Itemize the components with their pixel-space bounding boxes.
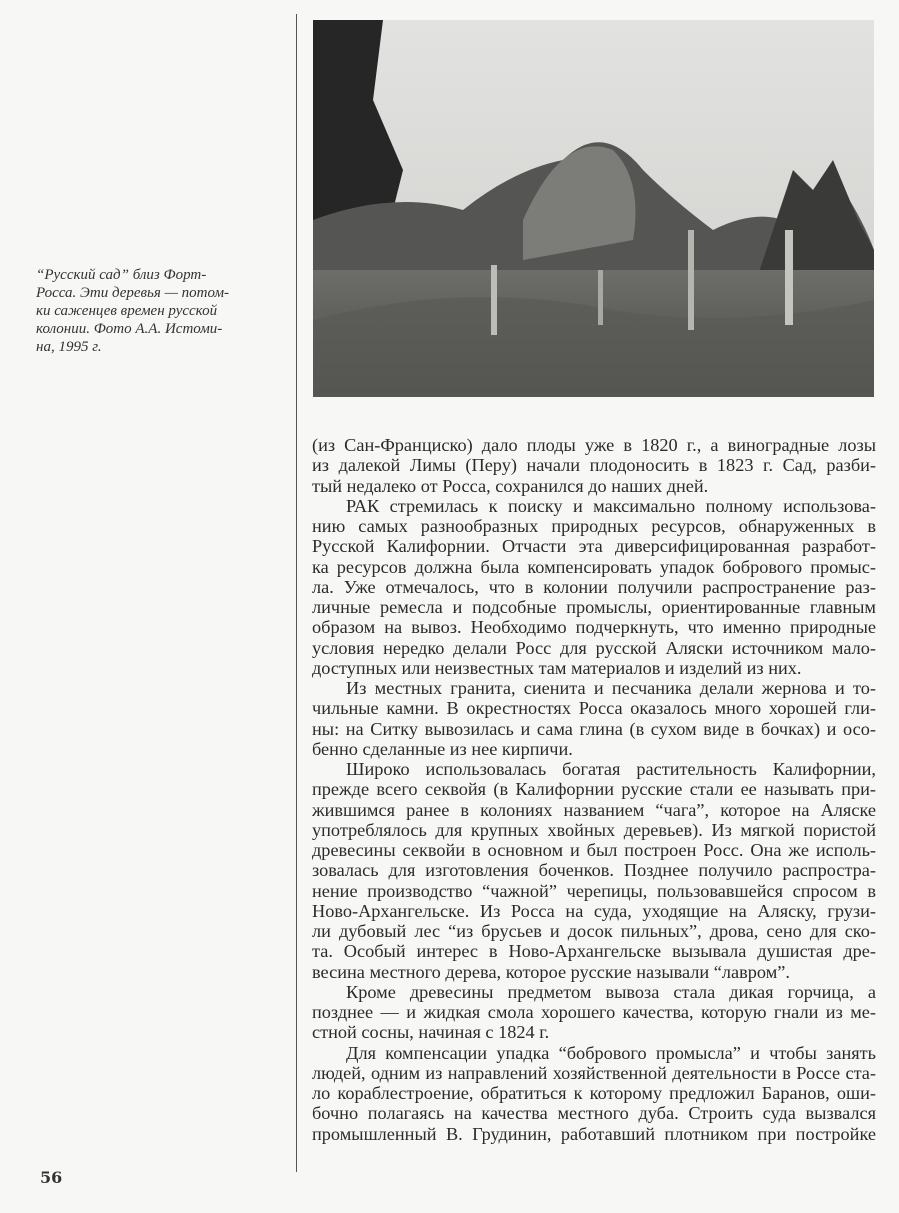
text-line: ло кораблестроение, обратиться к которому предложил Баранов, оши- [312, 1083, 876, 1103]
text-line: жившимся ранее в колониях названием “чага”, которое на Аляске [312, 799, 876, 820]
paragraph [312, 678, 876, 759]
text-line: Кроме древесины предметом вывоза стала дикая горчица, а [346, 981, 876, 1002]
photo-caption [36, 266, 281, 356]
text-line: стной сосны, начиная с 1824 г. [312, 1022, 550, 1043]
text-line: весина местного дерева, которое русские называли “лавром”. [312, 961, 790, 982]
body-text [312, 435, 876, 1144]
text-line: позднее — и жидкая смола хорошего качества, которую гнали из ме- [312, 1002, 876, 1022]
text-line: та. Особый интерес в Ново-Архангельске вызывала душистая дре- [312, 941, 876, 962]
text-line: промышленный В. Грудинин, работавший плотником при постройке [312, 1123, 876, 1144]
caption-line: “Русский сад” близ Форт- [36, 267, 207, 283]
text-line: ны: на Ситку вывозилась и сама глина (в сухом виде в бочках) и осо- [312, 718, 876, 739]
text-line: из далекой Лимы (Перу) начали плодоносить в 1823 г. Сад, разби- [312, 455, 876, 476]
caption-line: колонии. Фото А.А. Истоми- [36, 321, 223, 337]
paragraph [312, 496, 876, 678]
caption-line: Росса. Эти деревья — потом- [36, 285, 230, 301]
text-line: прежде всего секвойя (в Калифорнии русские стали ее называть при- [312, 779, 876, 800]
text-line: зовалась для изготовления боченков. Позднее получило распростра- [312, 860, 876, 881]
text-line: древесины секвойи в основном и был построен Росс. Она же исполь- [312, 840, 876, 860]
text-line: Ново-Архангельске. Из Росса на суда, уходящие на Аляску, грузи- [312, 900, 876, 921]
caption-line: на, 1995 г. [36, 339, 102, 355]
column-divider [296, 14, 297, 1172]
text-line: Широко использовалась богатая растительность Калифорнии, [346, 759, 876, 779]
paragraph [312, 435, 876, 496]
text-line: (из Сан-Франциско) дало плоды уже в 1820 г., а виноградные лозы [312, 435, 876, 455]
text-line: ка ресурсов должна была компенсировать упадок бобрового промыс- [312, 556, 876, 577]
text-line: РАК стремилась к поиску и максимально полному использова- [346, 495, 876, 516]
text-line: употреблялось для крупных хвойных деревьев). Из мягкой пористой [312, 819, 876, 840]
text-line: Для компенсации упадка “бобрового промысла” и чтобы занять [346, 1042, 876, 1063]
text-line: образом на вывоз. Необходимо подчеркнуть, что именно природные [312, 617, 876, 638]
text-line: бочно полагаясь на качества местного дуба. Строить суда вызвался [312, 1103, 876, 1124]
text-line: ла. Уже отмечалось, что в колонии получили распространение раз- [312, 576, 876, 597]
paragraph [312, 1043, 876, 1144]
text-line: людей, одним из направлений хозяйственной деятельности в Россе ста- [312, 1062, 876, 1083]
text-line: Из местных гранита, сиенита и песчаника делали жернова и то- [346, 678, 876, 698]
text-line: личные ремесла и подсобные промыслы, ориентированные главным [312, 597, 876, 617]
paragraph [312, 982, 876, 1043]
paragraph [312, 759, 876, 982]
photo-russian-garden [313, 20, 874, 397]
text-line: Русской Калифорнии. Отчасти эта диверсифицированная разработ- [312, 536, 876, 557]
text-line: тый недалеко от Росса, сохранился до наших дней. [312, 475, 709, 496]
text-line: нение производство “чажной” черепицы, пользовавшейся спросом в [312, 880, 876, 901]
page-number: 56 [40, 1168, 63, 1187]
text-line: ли дубовый лес “из брусьев и досок пильных”, дрова, сено для ско- [312, 921, 876, 941]
text-line: доступных или неизвестных там материалов и изделий из них. [312, 657, 802, 678]
text-line: нию самых разнообразных природных ресурсов, обнаруженных в [312, 516, 876, 536]
text-line: чильные камни. В окрестностях Росса оказалось много хорошей гли- [312, 698, 876, 719]
text-line: условия нередко делали Росс для русской Аляски источником мало- [312, 637, 876, 658]
caption-line: ки саженцев времен русской [36, 303, 218, 319]
text-line: бенно сделанные из нее кирпичи. [312, 738, 573, 759]
